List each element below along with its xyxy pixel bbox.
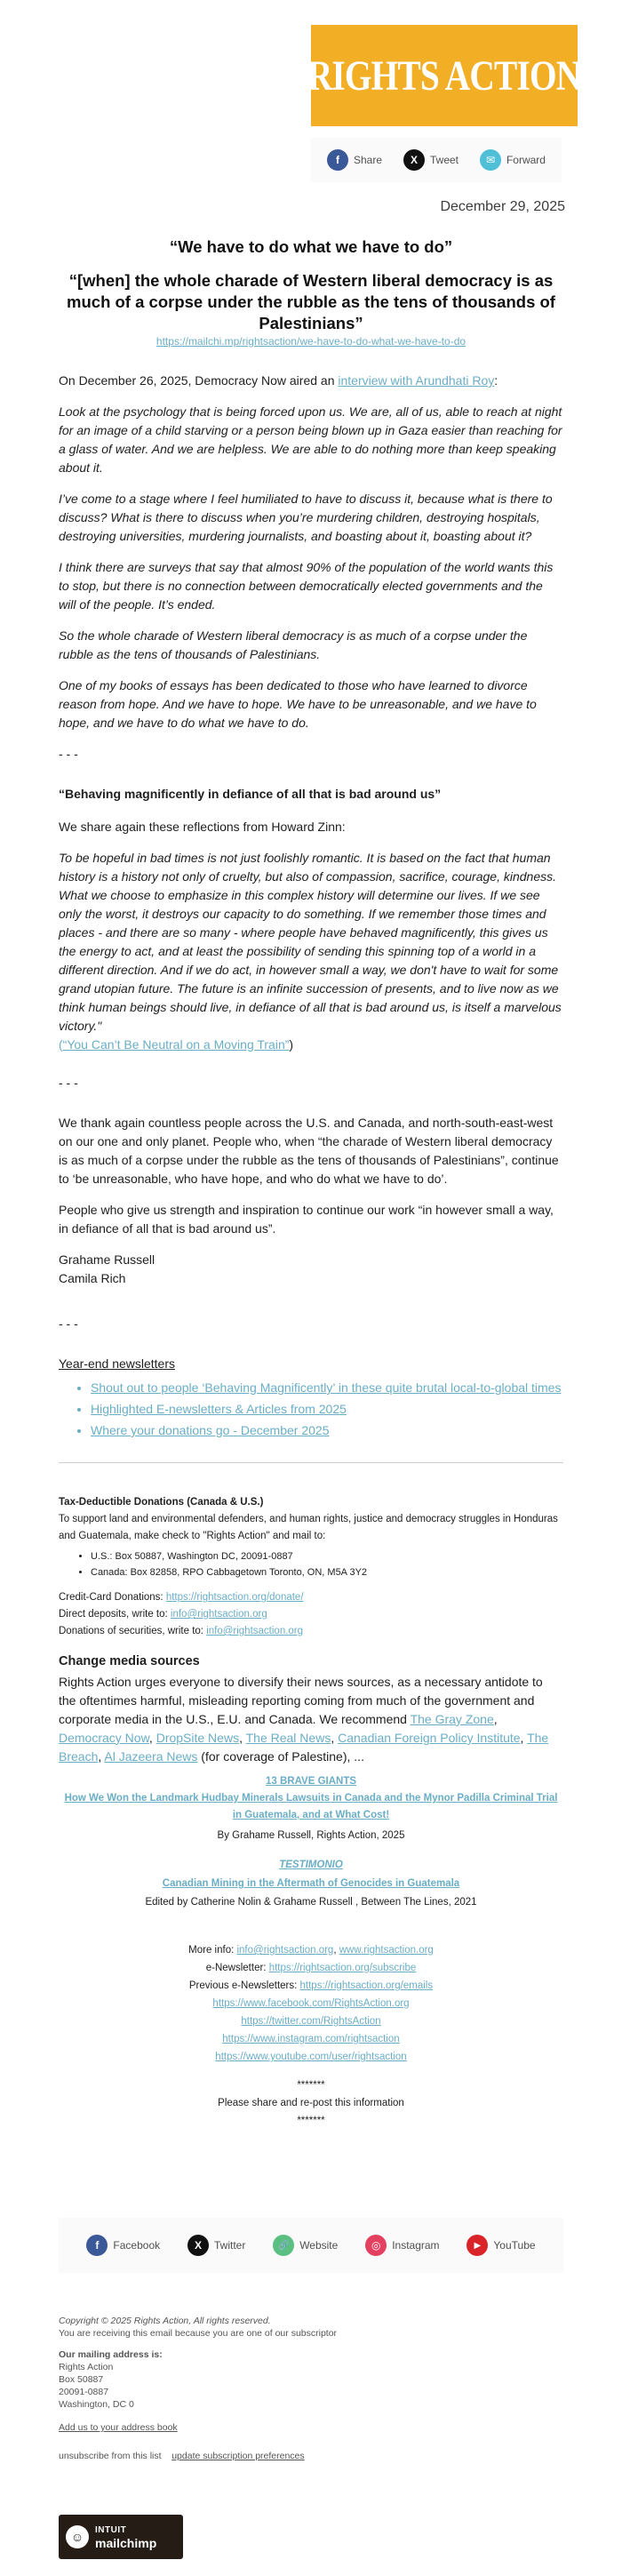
info-block (59, 1941, 563, 2130)
mailchimp-text: mailchimp (95, 2536, 157, 2550)
website-link[interactable]: www.rightsaction.org (339, 1945, 434, 1956)
rights-action-logo[interactable] (307, 25, 581, 126)
sep: , (98, 1749, 105, 1764)
direct-deposit-line (59, 1606, 563, 1623)
facebook-follow-button[interactable] (86, 2235, 160, 2256)
sep: , (331, 1731, 339, 1745)
twitter-follow-button[interactable] (187, 2235, 245, 2256)
book2-title-link[interactable]: Canadian Mining in the Aftermath of Genocides in Guatemala (162, 1878, 460, 1889)
info-email-link[interactable]: info@rightsaction.org (236, 1945, 334, 1956)
x-icon: X (403, 149, 425, 171)
media-link-breach[interactable]: The Breach (59, 1731, 549, 1764)
newsletter-list (59, 1379, 563, 1439)
stars-separator-2: ******* (297, 2116, 325, 2126)
tweet-label: Tweet (429, 154, 459, 166)
credit-card-line (59, 1589, 563, 1606)
sep: , (148, 1731, 156, 1745)
media-link-grayzone[interactable]: The Gray Zone (410, 1712, 494, 1726)
sep: , (520, 1731, 528, 1745)
x-icon: X (187, 2235, 209, 2256)
newsletter-link-2[interactable]: Highlighted E-newsletters & Articles from 2025 (91, 1402, 347, 1416)
forward-button[interactable] (480, 149, 546, 171)
website-button[interactable] (273, 2235, 338, 2256)
signature-1: Grahame Russell (59, 1252, 156, 1267)
intro-text: On December 26, 2025, Democracy Now aired an (59, 373, 339, 388)
prev-label: Previous e-Newsletters: (188, 1980, 300, 1991)
book1-title-link[interactable]: How We Won the Landmark Hudbay Minerals Lawsuits in Canada and the Mynor Padilla Criminal Trial in Guatemala, and at What Cost! (64, 1793, 558, 1820)
facebook-icon: f (327, 149, 348, 171)
instagram-label: Instagram (392, 2239, 440, 2252)
media-link-cfpi[interactable]: Canadian Foreign Policy Institute (338, 1731, 521, 1745)
list-item (91, 1421, 563, 1439)
instagram-page-link[interactable]: https://www.instagram.com/rightsaction (222, 2034, 400, 2044)
mailchimp-badge[interactable] (59, 2515, 183, 2559)
newsletter-link-1[interactable]: Shout out to people ‘Behaving Magnificently’ in these quite brutal local-to-global times (91, 1380, 562, 1395)
mailing-addresses (59, 1548, 563, 1580)
media-link-democracynow[interactable]: Democracy Now (59, 1731, 149, 1745)
forward-label: Forward (506, 154, 546, 166)
zinn-book-link[interactable]: “You Can’t Be Neutral on a Moving Train” (62, 1037, 290, 1052)
divider-dashes: - - - (59, 747, 78, 761)
subheadline: “[when] the whole charade of Western liberal democracy is as much of a corpse under the rubble as the tens of thousands of Palestinians” (67, 271, 555, 332)
donations-text: To support land and environmental defenders, and human rights, justice and democracy struggles in Honduras and Guatemala, make check to "Rights Action" and mail to: (59, 1514, 558, 1541)
address-line: 20091-0887 (59, 2387, 109, 2397)
media-heading: Change media sources (59, 1654, 200, 1668)
mailing-address-heading: Our mailing address is: (59, 2349, 163, 2360)
sec-label: Donations of securities, write to: (59, 1626, 207, 1636)
roy-quote-1: Look at the psychology that is being forced upon us. We are, all of us, able to reach at night for an image of a child starving or a person being blown up in Gaza easier than reaching for a glass of water. And we are helpless. We are able to do nothing more than keep speaking about it. (59, 404, 562, 475)
mailchimp-icon: ☺ (66, 2525, 89, 2548)
sep: , (239, 1731, 246, 1745)
youtube-icon: ▶ (466, 2235, 488, 2256)
media-link-realnews[interactable]: The Real News (245, 1731, 331, 1745)
paren-open: ( (59, 1037, 63, 1052)
sep: , (493, 1712, 498, 1726)
facebook-label: Facebook (113, 2239, 161, 2252)
canada-address: • Canada: Box 82858, RPO Cabbagetown Toronto, ON, M5A 3Y2 (91, 1564, 563, 1580)
roy-quote-3: I think there are surveys that say that almost 90% of the population of the world wants this to stop, but there is no connection between democratically elected governments and the will of the people. It’s ended. (59, 560, 554, 612)
unsubscribe-link[interactable]: unsubscribe from this list (59, 2451, 162, 2461)
receiving-reason: You are receiving this email because you are one of our subscriptor (59, 2328, 338, 2339)
book-promo-1 (59, 1773, 563, 1844)
paren-close: ) (289, 1037, 294, 1052)
cc-label: Credit-Card Donations: (59, 1592, 166, 1603)
facebook-icon: f (86, 2235, 108, 2256)
newsletter-link-3[interactable]: Where your donations go - December 2025 (91, 1423, 330, 1437)
instagram-icon: ◎ (365, 2235, 387, 2256)
address-line: Rights Action (59, 2362, 114, 2372)
article-url-link[interactable]: https://mailchi.mp/rightsaction/we-have-to-do-what-we-have-to-do (156, 335, 466, 348)
section-divider (59, 1462, 563, 1463)
securities-line (59, 1623, 563, 1640)
book1-series-link[interactable]: 13 BRAVE GIANTS (265, 1776, 357, 1787)
signature-2: Camila Rich (59, 1271, 126, 1285)
website-label: Website (299, 2239, 339, 2252)
intro-colon: : (494, 373, 498, 388)
zinn-quote-block (59, 849, 563, 1054)
us-address: • U.S.: Box 50887, Washington DC, 20091-0887 (91, 1548, 563, 1564)
roy-quote-4: So the whole charade of Western liberal democracy is as much of a corpse under the rubble as the tens of thousands of Palestinians. (59, 628, 528, 661)
zinn-subheading: “Behaving magnificently in defiance of all that is bad around us” (59, 787, 442, 801)
book2-series-link[interactable]: TESTIMONIO (279, 1860, 343, 1870)
enews-label: e-Newsletter: (205, 1963, 269, 1973)
dd-label: Direct deposits, write to: (59, 1609, 171, 1620)
link-icon: 🔗 (273, 2235, 294, 2256)
zinn-quote: To be hopeful in bad times is not just foolishly romantic. It is based on the fact that human history is a history not only of cruelty, but also of compassion, sacrifice, courage, kindness. What we choose to emphasize in this complex history will determine our lives. If we see only the worst, it destroys our capacity to do something. If we remember those times and places - and there are so many - where people have behaved magnificently, this gives us the energy to act, and at least the possibility of sending this spinning top of a world in a different direction. And if we do act, in however small a way, we don't have to wait for some grand utopian future. The future is an infinite succession of presents, and to live now as we think human beings should live, in defiance of all that is bad around us, is itself a marvelous victory." (59, 851, 562, 1033)
more-info-label: More info: (188, 1945, 237, 1956)
repost-note: Please share and re-post this information (218, 2098, 404, 2108)
media-link-dropsite[interactable]: DropSite News (156, 1731, 240, 1745)
subscribe-link[interactable]: https://rightsaction.org/subscribe (268, 1963, 417, 1973)
donations-heading: Tax-Deductible Donations (Canada & U.S.) (59, 1497, 264, 1508)
divider-dashes-3: - - - (59, 1316, 78, 1331)
update-preferences-link[interactable]: update subscription preferences (171, 2451, 305, 2461)
stars-separator: ******* (297, 2080, 325, 2091)
book-promo-2 (59, 1857, 563, 1911)
youtube-page-link[interactable]: https://www.youtube.com/user/rightsaction (215, 2052, 407, 2062)
address-line: Washington, DC 0 (59, 2399, 134, 2410)
roy-quote-5: One of my books of essays has been dedicated to those who have learned to divorce reason from hope. And we have to hope. We have to be unreasonable, and we have to hope, and we have to do what we have to do. (59, 678, 537, 730)
list-item (91, 1379, 563, 1396)
email-footer (59, 2315, 563, 2462)
roy-quote-2: I’ve come to a stage where I feel humiliated to have to discuss it, because what is there to discuss? What is there to discuss when you’re murdering children, destroying hospitals, destroying universities, murdering journalists, and boasting about it, boasting about it? (59, 492, 553, 543)
email-icon: ✉ (480, 149, 501, 171)
thanks-paragraph-1: We thank again countless people across the U.S. and Canada, and north-south-east-west on our one and only planet. People who, when “the charade of Western liberal democracy is as much of a corpse under the rubble as the tens of thousands of Palestinians”, continue to ‘be unreasonable, who have hope, and who do what we have to do’. (59, 1116, 559, 1186)
headline: “We have to do what we have to do” (169, 237, 453, 256)
share-label: Share (353, 154, 383, 166)
youtube-label: YouTube (493, 2239, 536, 2252)
thanks-paragraph-2: People who give us strength and inspiration to continue our work “in however small a way, in defiance of all that is bad around us”. (59, 1203, 554, 1236)
newsletters-heading: Year-end newsletters (59, 1356, 176, 1371)
social-follow-bar (59, 2218, 563, 2273)
zinn-intro: We share again these reflections from Howard Zinn: (59, 820, 346, 834)
book2-byline: Edited by Catherine Nolin & Grahame Russell , Between The Lines, 2021 (145, 1897, 477, 1908)
sep: , (333, 1945, 339, 1956)
intro-paragraph (59, 372, 563, 390)
twitter-page-link[interactable]: https://twitter.com/RightsAction (241, 2016, 381, 2027)
share-button[interactable] (327, 149, 382, 171)
securities-email-link[interactable]: info@rightsaction.org (206, 1626, 304, 1636)
deposit-email-link[interactable]: info@rightsaction.org (170, 1609, 267, 1620)
issue-date: December 29, 2025 (440, 199, 565, 214)
divider-dashes-2: - - - (59, 1076, 78, 1090)
media-tail: (for coverage of Palestine), ... (197, 1749, 364, 1764)
media-paragraph (59, 1673, 563, 1766)
list-item (91, 1400, 563, 1418)
add-to-address-book-link[interactable]: Add us to your address book (59, 2422, 178, 2433)
intuit-text: INTUIT (95, 2525, 127, 2535)
address-line: Box 50887 (59, 2374, 104, 2385)
instagram-follow-button[interactable] (365, 2235, 439, 2256)
youtube-follow-button[interactable] (466, 2235, 535, 2256)
book1-byline: By Grahame Russell, Rights Action, 2025 (217, 1830, 405, 1841)
facebook-page-link[interactable]: https://www.facebook.com/RightsAction.org (212, 1998, 410, 2009)
media-text: Rights Action urges everyone to diversify their news sources, as a necessary antidote to the oftentimes harmful, misleading reporting coming from much of the government and corporate media in the U.S., E.U. and Canada. We recommend (59, 1675, 543, 1726)
share-bar (311, 138, 562, 182)
donate-link[interactable]: https://rightsaction.org/donate/ (165, 1592, 304, 1603)
previous-emails-link[interactable]: https://rightsaction.org/emails (299, 1980, 434, 1991)
article-body (59, 233, 563, 2130)
media-link-aljazeera[interactable]: Al Jazeera News (104, 1749, 198, 1764)
roy-interview-link[interactable]: interview with Arundhati Roy (338, 373, 495, 388)
logo-text: RIGHTS ACTION (307, 52, 581, 100)
twitter-label: Twitter (213, 2239, 246, 2252)
tweet-button[interactable] (403, 149, 459, 171)
copyright: Copyright © 2025 Rights Action, All rights reserved. (59, 2316, 271, 2326)
